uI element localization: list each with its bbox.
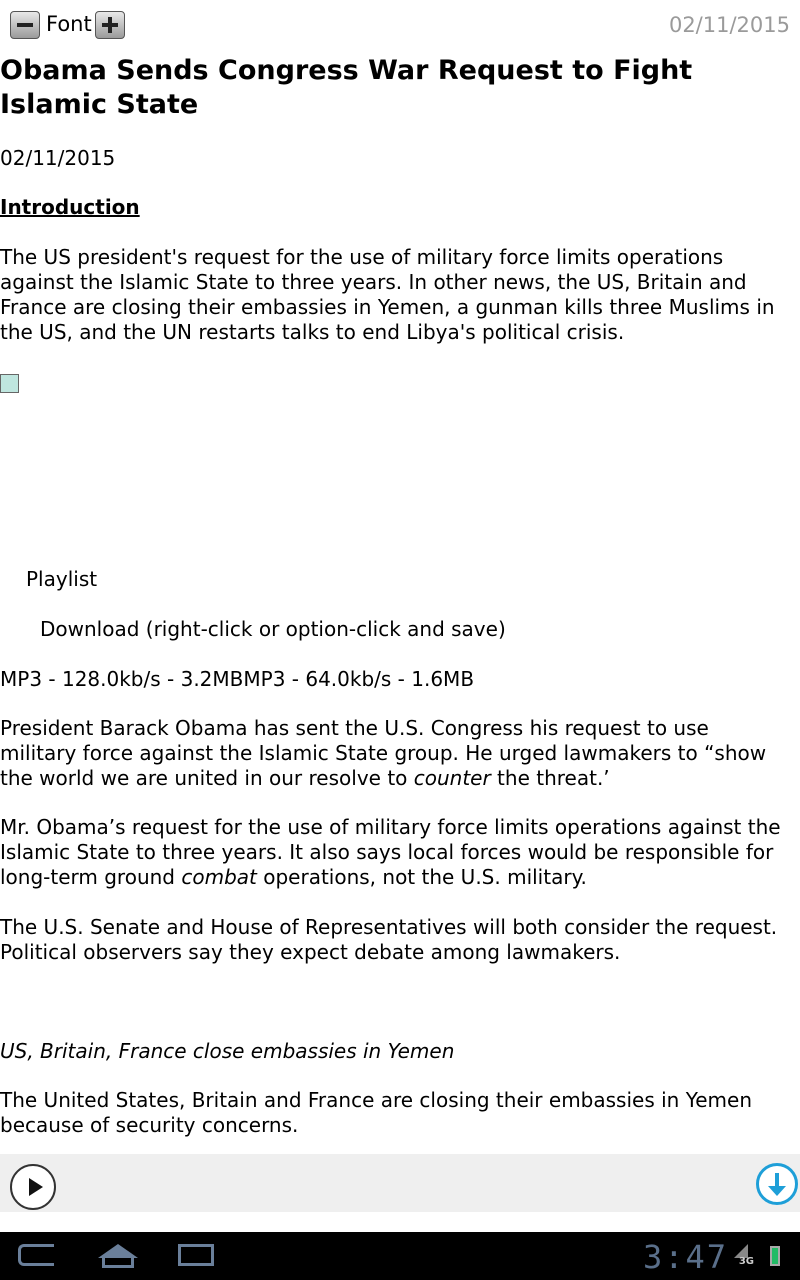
article-date: 02/11/2015 (0, 146, 116, 170)
section-subheading: US, Britain, France close embassies in Yemen (0, 1039, 455, 1063)
paragraph-4: The United States, Britain and France are closing their embassies in Yemen because of security concerns. (0, 1088, 753, 1137)
battery-icon (770, 1246, 780, 1266)
play-button[interactable] (10, 1164, 56, 1210)
font-label: Font (46, 12, 92, 36)
top-bar (0, 0, 800, 50)
minus-icon (17, 23, 33, 27)
article-title: Obama Sends Congress War Request to Fight Islamic State (0, 55, 693, 120)
back-icon[interactable] (18, 1244, 54, 1266)
paragraph-3: The U.S. Senate and House of Representatives will both consider the request. Political observers say they expect debate among lawmakers. (0, 915, 778, 964)
home-icon-base (102, 1258, 134, 1268)
paragraph-2: Mr. Obama’s request for the use of military force limits operations against the Islamic State to three years. It also says local forces would be responsible for long-term ground combat operations, not the U.S. military. (0, 815, 781, 889)
intro-heading: Introduction (0, 195, 140, 219)
download-button[interactable] (756, 1163, 798, 1205)
mp3-links[interactable]: MP3 - 128.0kb/s - 3.2MBMP3 - 64.0kb/s - 1.6MB (0, 667, 475, 691)
status-clock: 3:47 (642, 1238, 728, 1276)
playlist-link[interactable]: Playlist (26, 567, 98, 591)
paragraph-1: President Barack Obama has sent the U.S. Congress his request to use military force against the Islamic State group. He urged lawmakers to “show the world we are united in our resolve to counter the threat.’ (0, 716, 767, 790)
intro-text: The US president's request for the use of military force limits operations against the Islamic State to three years. In other news, the US, Britain and France are closing their embassies in Yemen, a gunman kills three Muslims in the US, and the UN restarts talks to end Libya's political crisis. (0, 245, 775, 344)
recent-apps-icon[interactable] (178, 1244, 214, 1266)
font-decrease-button[interactable] (10, 11, 40, 39)
download-link[interactable]: Download (right-click or option-click and save) (40, 617, 506, 641)
home-icon[interactable] (98, 1244, 138, 1258)
font-increase-button[interactable] (95, 11, 125, 39)
play-icon (29, 1178, 43, 1196)
system-nav-bar (0, 1232, 800, 1280)
header-date: 02/11/2015 (668, 13, 790, 37)
audio-player-bar (0, 1154, 800, 1212)
network-type: 3G (738, 1256, 754, 1267)
media-thumbnail[interactable] (0, 374, 19, 393)
